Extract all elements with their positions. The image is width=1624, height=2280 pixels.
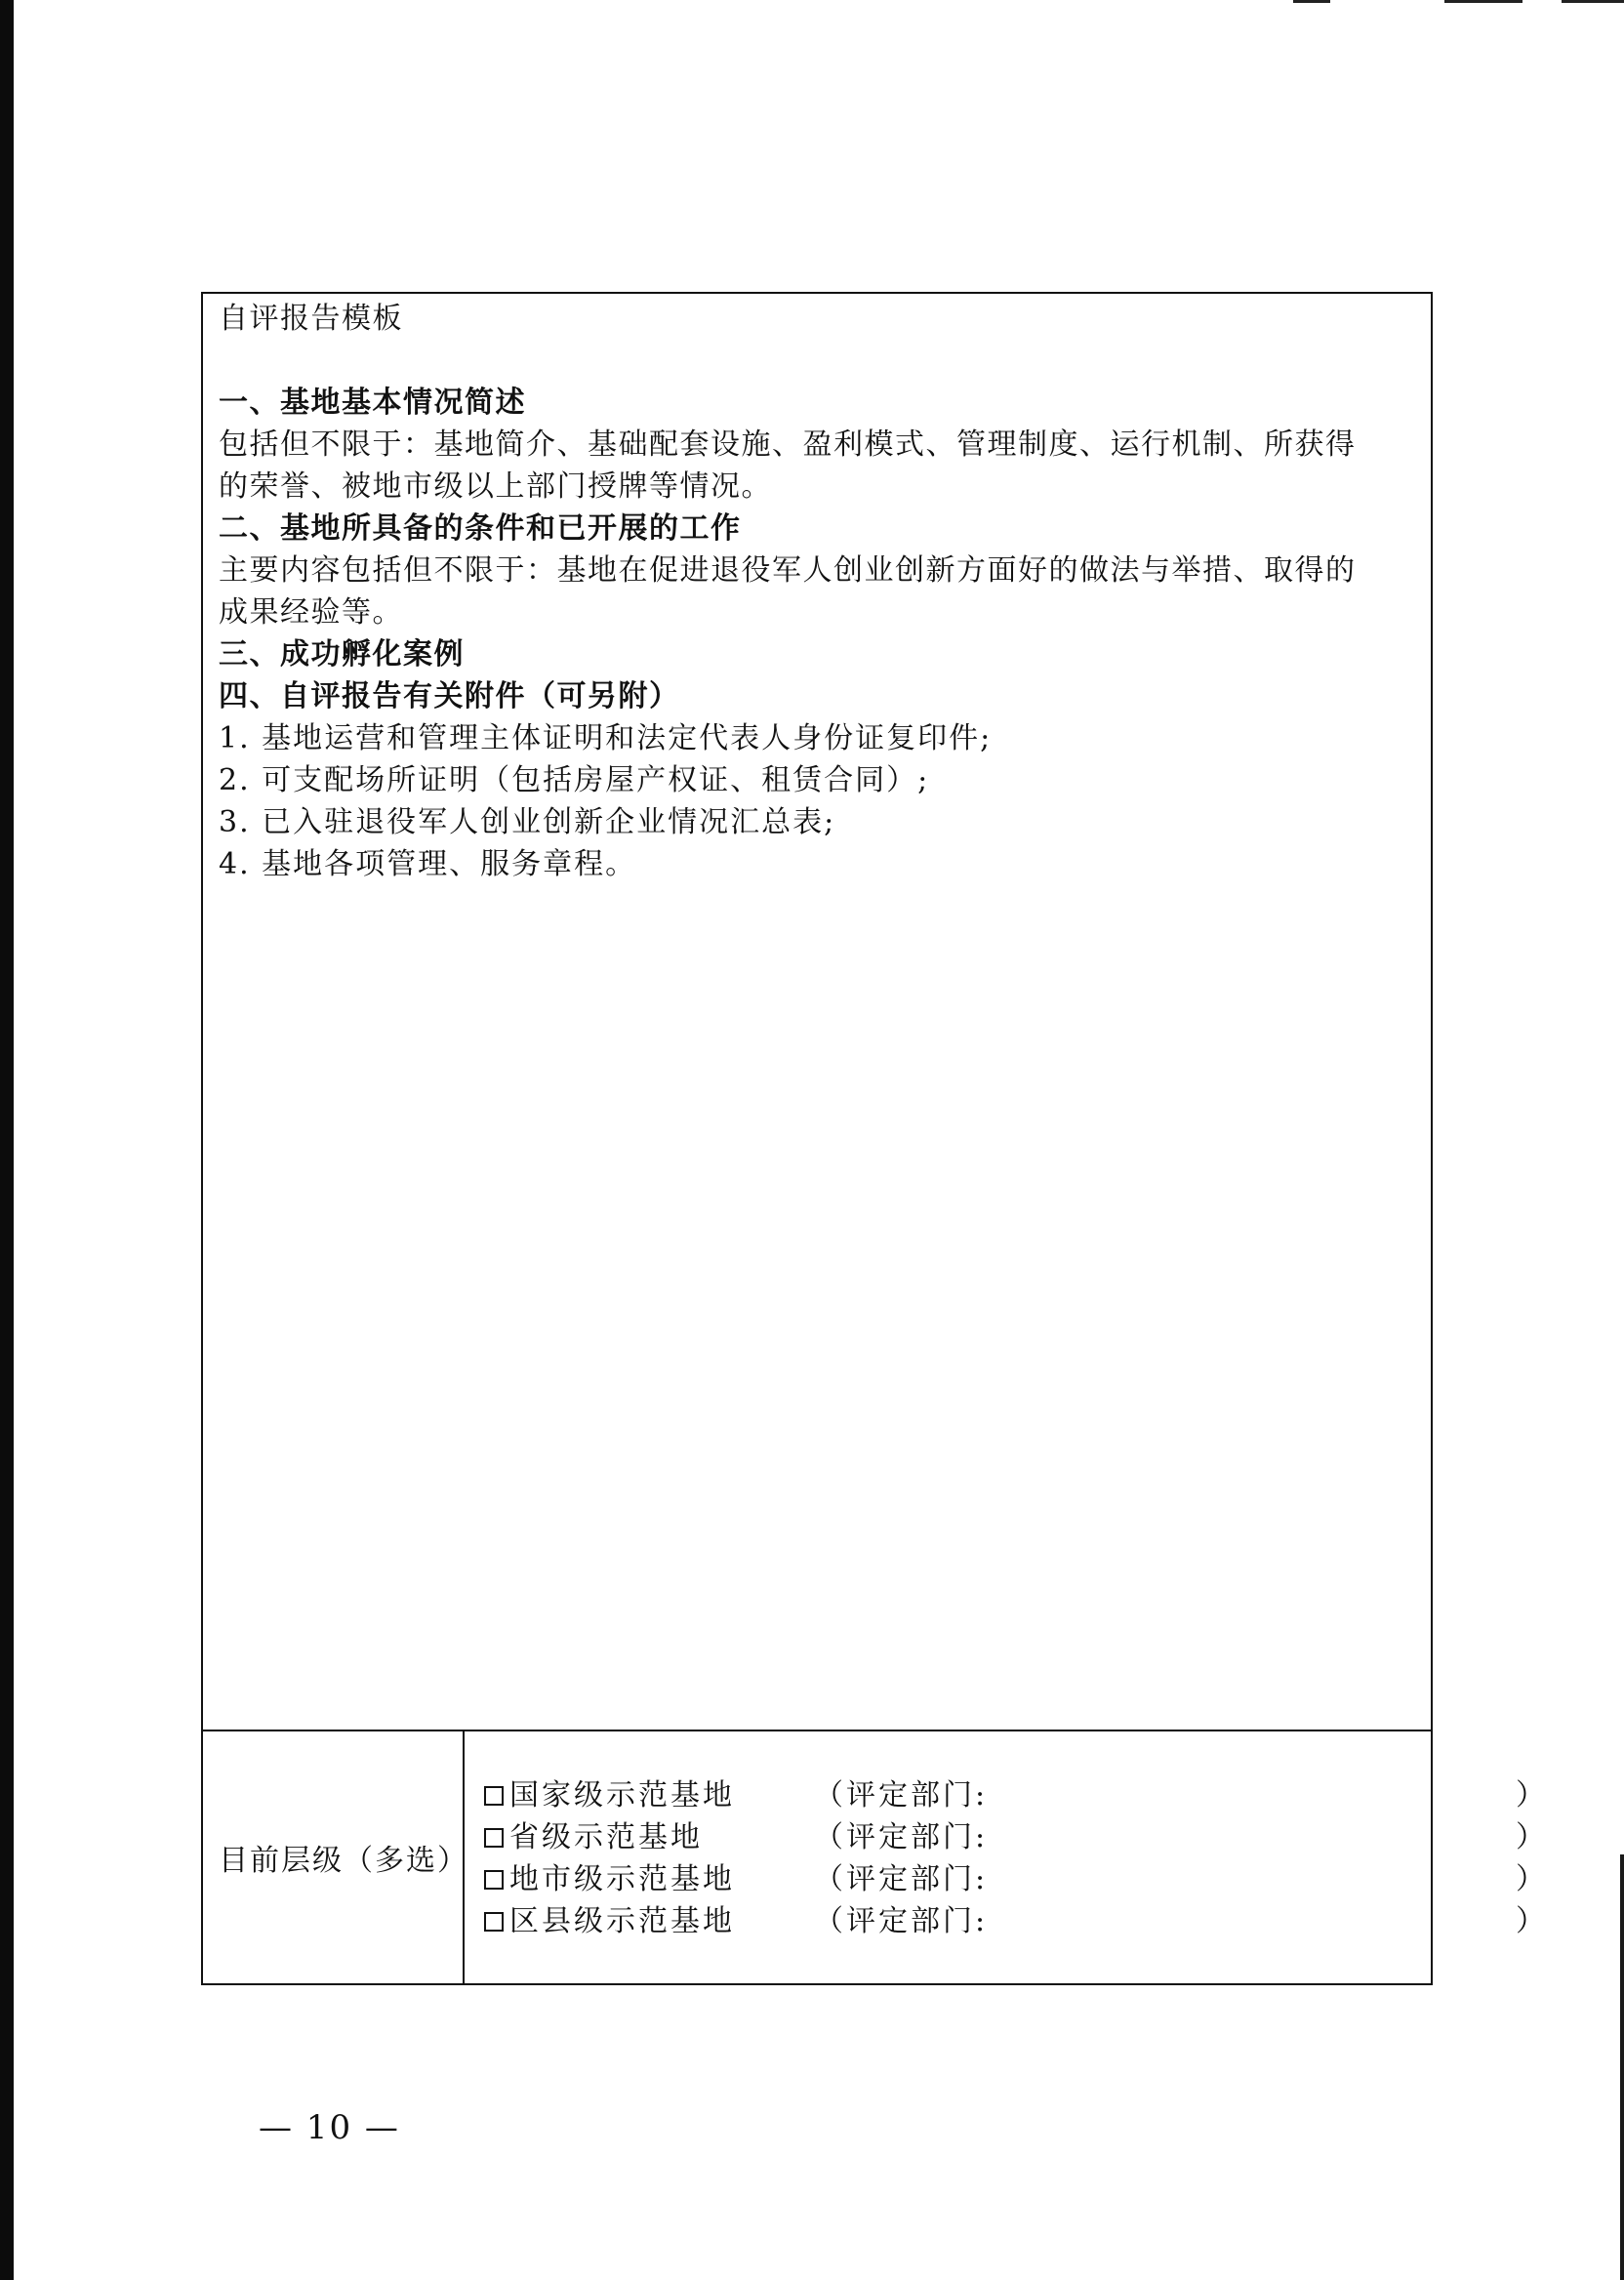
level-option-prefecture [465, 1858, 1545, 1900]
scan-edge-right [1620, 1854, 1624, 2280]
dept-label: （评定部门: [814, 1778, 989, 1812]
section4-heading: 四、自评报告有关附件（可另附） [219, 679, 680, 713]
attachment-item: 3. 已入驻退役军人创业创新企业情况汇总表; [219, 805, 836, 839]
checkbox[interactable] [484, 1828, 504, 1848]
dept-close-paren: ） [1516, 1904, 1545, 1938]
option-label: 地市级示范基地 [509, 1862, 735, 1896]
attachment-item: 1. 基地运营和管理主体证明和法定代表人身份证复印件; [219, 721, 993, 755]
scan-mark [1444, 0, 1522, 3]
page-number: — 10 — [259, 2108, 400, 2147]
section1-heading: 一、基地基本情况简述 [219, 386, 526, 420]
option-label: 国家级示范基地 [509, 1778, 735, 1812]
dept-label: （评定部门: [814, 1820, 989, 1854]
form-table [201, 292, 1545, 1985]
self-evaluation-report-cell [203, 294, 1431, 1731]
attachment-item: 2. 可支配场所证明（包括房屋产权证、租赁合同）; [219, 763, 930, 797]
checkbox[interactable] [484, 1912, 504, 1932]
level-option-national [465, 1774, 1545, 1816]
level-option-provincial [465, 1816, 1545, 1858]
option-label: 省级示范基地 [509, 1820, 703, 1854]
report-template-title: 自评报告模板 [219, 302, 403, 336]
dept-close-paren: ） [1516, 1778, 1545, 1812]
section2-text: 主要内容包括但不限于：基地在促进退役军人创业创新方面好的做法与举措、取得的 [219, 553, 1357, 588]
checkbox[interactable] [484, 1870, 504, 1890]
dept-label: （评定部门: [814, 1904, 989, 1938]
spacer [219, 340, 1421, 382]
current-level-label: 目前层级（多选） [203, 1731, 465, 1983]
checkbox[interactable] [484, 1786, 504, 1806]
dept-close-paren: ） [1516, 1862, 1545, 1896]
dept-close-paren: ） [1516, 1820, 1545, 1854]
attachment-item: 4. 基地各项管理、服务章程。 [219, 847, 637, 881]
section1-text: 包括但不限于：基地简介、基础配套设施、盈利模式、管理制度、运行机制、所获得 [219, 428, 1357, 462]
scan-mark [1562, 0, 1624, 3]
option-label: 区县级示范基地 [509, 1904, 735, 1938]
section2-text: 成果经验等。 [219, 595, 403, 630]
section2-heading: 二、基地所具备的条件和已开展的工作 [219, 511, 742, 546]
scan-mark [1293, 0, 1330, 3]
section1-text: 的荣誉、被地市级以上部门授牌等情况。 [219, 469, 772, 504]
dept-label: （评定部门: [814, 1862, 989, 1896]
level-option-county [465, 1900, 1545, 1942]
level-options [465, 1731, 1545, 1983]
scan-edge-left [0, 0, 14, 2280]
section3-heading: 三、成功孵化案例 [219, 637, 465, 672]
